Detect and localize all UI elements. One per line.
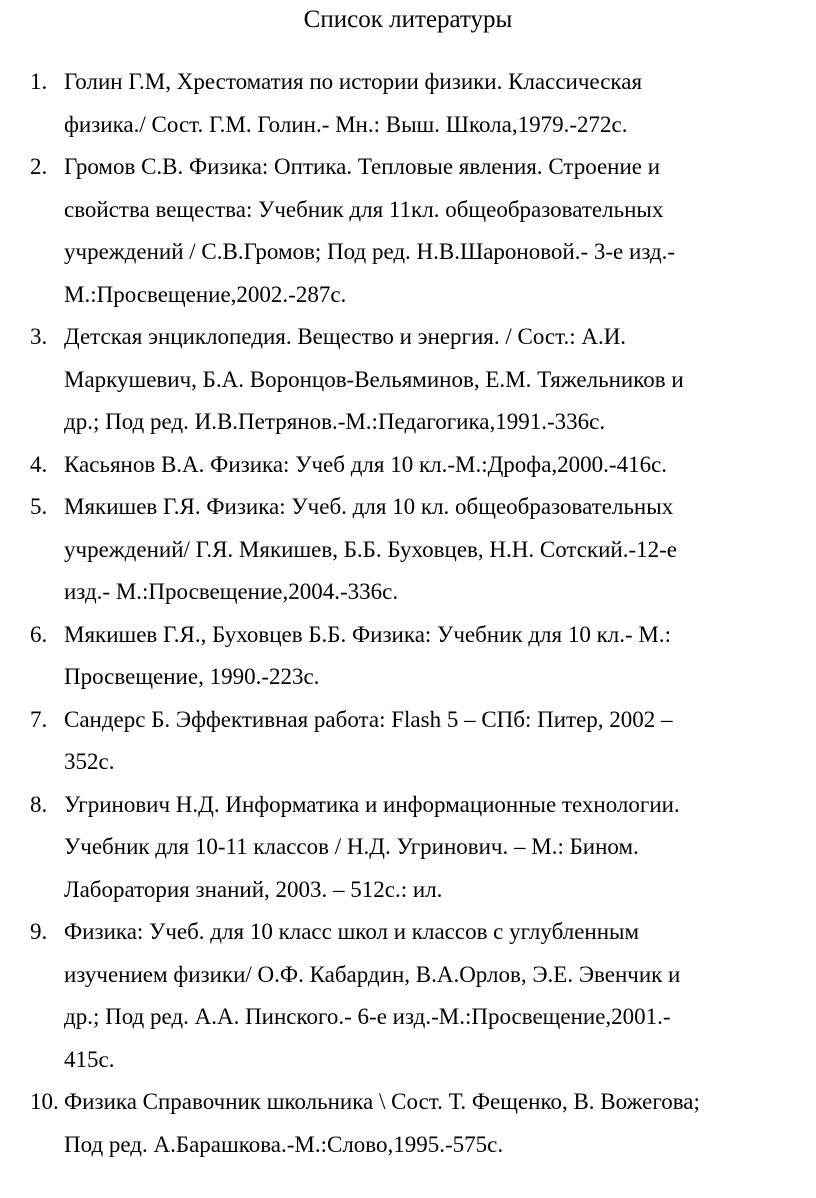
reference-text-line: др.; Под ред. И.В.Петрянов.-М.:Педагогика,1991.-336с. <box>64 409 606 434</box>
reference-item <box>30 444 810 487</box>
reference-text-line: Детская энциклопедия. Вещество и энергия. / Сост.: А.И. <box>64 324 627 349</box>
reference-item <box>30 911 810 1081</box>
reference-number: 3. <box>30 324 48 349</box>
reference-text-line: Угринович Н.Д. Информатика и информационные технологии. <box>64 791 680 817</box>
reference-text-line: Под ред. А.Барашкова.-М.:Слово,1995.-575с. <box>64 1131 504 1157</box>
reference-text-line: Мякишев Г.Я. Физика: Учеб. для 10 кл. общеобразовательных <box>64 494 674 519</box>
reference-item <box>30 1081 810 1166</box>
reference-text-line: Физика Справочник школьника \ Сост. Т. Фещенко, В. Вожегова; <box>64 1089 700 1114</box>
reference-text-line: 415с. <box>64 1046 115 1072</box>
reference-item <box>30 699 810 784</box>
reference-text-line: Голин Г.М, Хрестоматия по истории физики. Классическая <box>64 69 643 94</box>
reference-number: 6. <box>30 621 48 647</box>
reference-text-line: Лаборатория знаний, 2003. – 512с.: ил. <box>64 876 443 902</box>
reference-text-line: Просвещение, 1990.-223с. <box>64 664 320 689</box>
reference-number: 7. <box>30 706 48 732</box>
reference-item <box>30 316 810 444</box>
reference-text-line: Сандерс Б. Эффективная работа: Flash 5 – СПб: Питер, 2002 – <box>64 706 673 732</box>
reference-text-line: Мякишев Г.Я., Буховцев Б.Б. Физика: Учебник для 10 кл.- М.: <box>64 621 672 647</box>
reference-number: 8. <box>30 791 48 817</box>
reference-text-line: изд.- М.:Просвещение,2004.-336с. <box>64 579 399 604</box>
reference-text-line: М.:Просвещение,2002.-287с. <box>64 281 347 307</box>
reference-number: 1. <box>30 69 48 94</box>
reference-item <box>30 486 810 614</box>
reference-text-line: Учебник для 10-11 классов / Н.Д. Угринович. – М.: Бином. <box>64 834 639 859</box>
reference-number: 9. <box>30 919 48 944</box>
page-title: Список литературы <box>303 6 513 33</box>
reference-text-line: др.; Под ред. А.А. Пинского.- 6-е изд.-М.:Просвещение,2001.- <box>64 1004 671 1029</box>
reference-text-line: учреждений / С.В.Громов; Под ред. Н.В.Шароновой.- 3-е изд.- <box>64 239 676 264</box>
reference-item <box>30 614 810 699</box>
reference-text-line: Маркушевич, Б.А. Воронцов-Вельяминов, Е.М. Тяжельников и <box>64 366 684 392</box>
reference-item <box>30 61 810 146</box>
reference-text-line: физика./ Сост. Г.М. Голин.- Мн.: Выш. Школа,1979.-272с. <box>64 111 628 137</box>
reference-item <box>30 784 810 912</box>
reference-text-line: Касьянов В.А. Физика: Учеб для 10 кл.-М.:Дрофа,2000.-416с. <box>64 451 668 477</box>
reference-text-line: Громов С.В. Физика: Оптика. Тепловые явления. Строение и <box>64 154 661 179</box>
reference-text-line: 352с. <box>64 749 115 774</box>
reference-number: 2. <box>30 154 48 179</box>
reference-text-line: учреждений/ Г.Я. Мякишев, Б.Б. Буховцев, Н.Н. Сотский.-12-е <box>64 536 678 562</box>
reference-item <box>30 146 810 316</box>
reference-list <box>30 61 810 1166</box>
reference-number: 5. <box>30 494 48 519</box>
reference-text-line: изучением физики/ О.Ф. Кабардин, В.А.Орлов, Э.Е. Эвенчик и <box>64 961 681 987</box>
reference-number: 4. <box>30 451 48 477</box>
reference-number: 10. <box>30 1089 59 1114</box>
reference-text-line: свойства вещества: Учебник для 11кл. общеобразовательных <box>64 196 664 222</box>
reference-text-line: Физика: Учеб. для 10 класс школ и классов с углубленным <box>64 919 640 944</box>
